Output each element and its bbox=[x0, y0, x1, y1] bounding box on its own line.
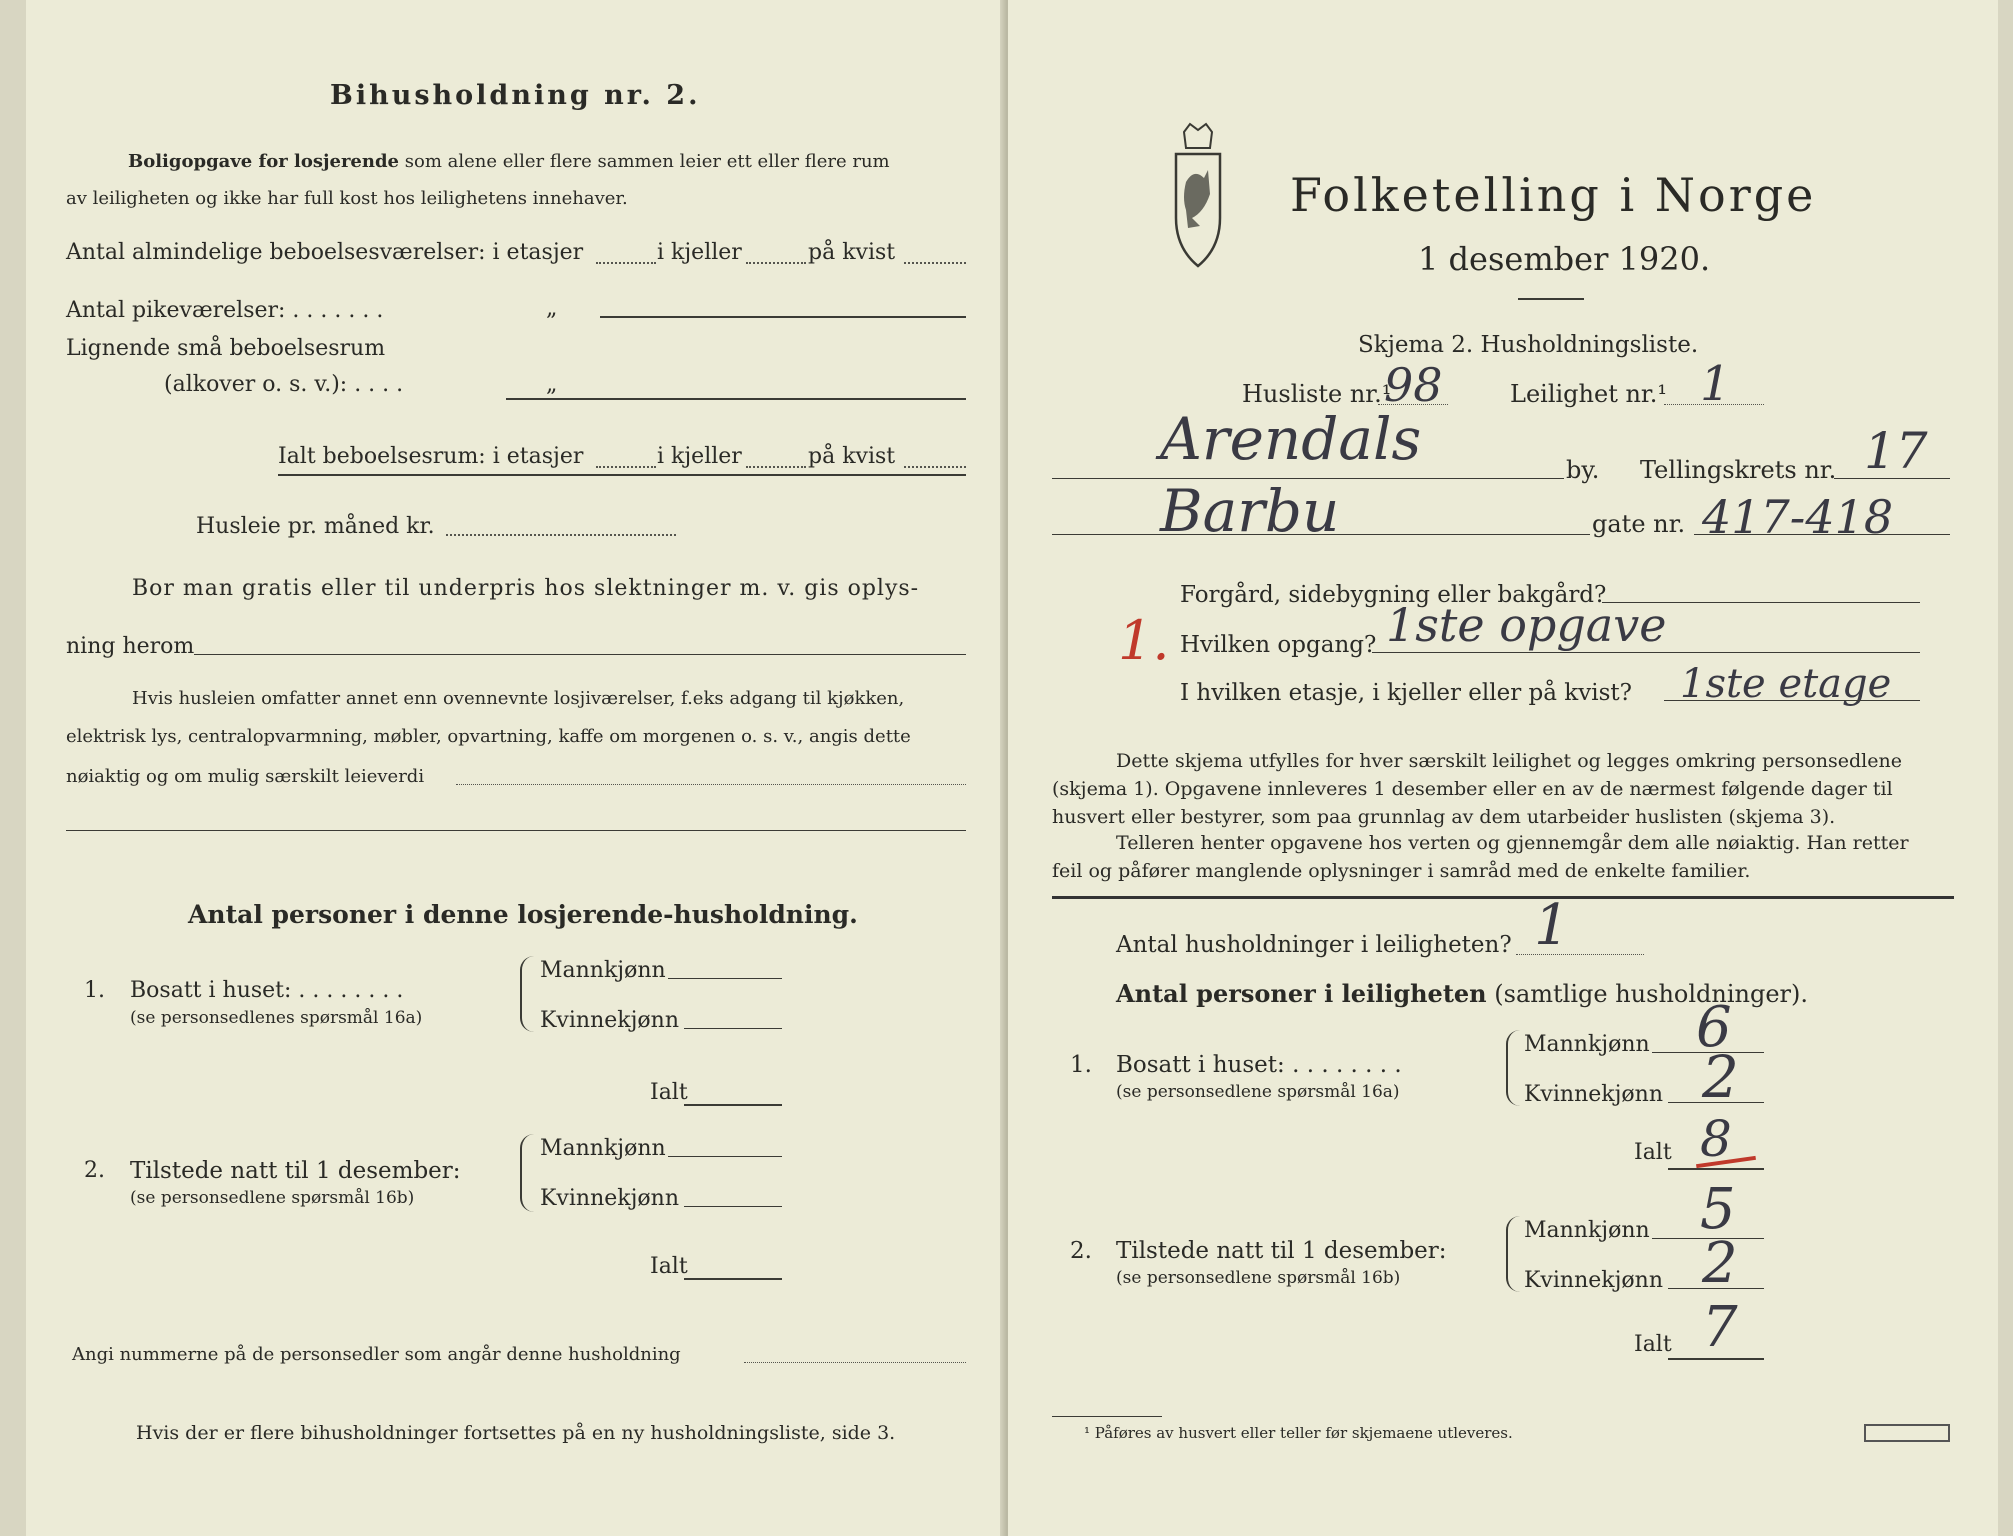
left-q2-mann-field[interactable] bbox=[668, 1156, 782, 1157]
husleie-field[interactable] bbox=[446, 534, 676, 536]
gate-field[interactable] bbox=[1052, 534, 1590, 535]
left-q1-kvinne-field[interactable] bbox=[684, 1028, 782, 1029]
right-q1-kvinne-field[interactable] bbox=[1668, 1102, 1764, 1103]
krets-field[interactable] bbox=[1834, 478, 1950, 479]
ialt-rooms-label: Ialt beboelsesrum: i etasjer bbox=[278, 444, 584, 469]
husliste-label: Husliste nr.¹ bbox=[1242, 380, 1392, 408]
etasje-value: 1ste etage bbox=[1680, 661, 1892, 707]
left-q2-kvinne-label: Kvinnekjønn bbox=[540, 1186, 679, 1211]
right-persons-title-bold: Antal personer i leiligheten bbox=[1116, 979, 1487, 1008]
info-line-2: (skjema 1). Opgavene innleveres 1 desember eller en av de nærmest følgende dager til bbox=[1052, 778, 1893, 800]
info-line-1: Dette skjema utfylles for hver særskilt leilighet og legges omkring personsedlene bbox=[1116, 750, 1902, 772]
right-q1-brace bbox=[1506, 1030, 1522, 1106]
rooms-kvist-field[interactable] bbox=[904, 262, 966, 264]
right-q2-mann-label: Mannkjønn bbox=[1524, 1218, 1650, 1243]
folketelling-title: Folketelling i Norge bbox=[1290, 168, 1817, 222]
bor-line-1: Bor man gratis eller til underpris hos slektninger m. v. gis oplys- bbox=[132, 576, 920, 601]
left-q2-label: Tilstede natt til 1 desember: bbox=[130, 1158, 461, 1184]
hvis-line-3: nøiaktig og om mulig særskilt leieverdi bbox=[66, 766, 425, 787]
gate-value: Barbu bbox=[1160, 477, 1340, 545]
bihusholdning-title: Bihusholdning nr. 2. bbox=[330, 80, 701, 111]
left-q1-num: 1. bbox=[84, 978, 105, 1003]
angi-label: Angi nummerne på de personsedler som angår denne husholdning bbox=[72, 1344, 681, 1365]
info-line-4: Telleren henter opgavene hos verten og gjennemgår dem alle nøiaktig. Han retter bbox=[1116, 832, 1909, 854]
info-line-5: feil og påfører manglende oplysninger i samråd med de enkelte familier. bbox=[1052, 860, 1751, 882]
left-q1-mann-label: Mannkjønn bbox=[540, 958, 666, 983]
right-q1-sub: (se personsedlene spørsmål 16a) bbox=[1116, 1082, 1400, 1102]
gate-nr-value: 417-418 bbox=[1702, 490, 1894, 544]
left-footer: Hvis der er flere bihusholdninger fortsettes på en ny husholdningsliste, side 3. bbox=[136, 1422, 896, 1444]
skjema-label: Skjema 2. Husholdningsliste. bbox=[1358, 332, 1699, 358]
left-q2-mann-label: Mannkjønn bbox=[540, 1136, 666, 1161]
intro-line-2: av leiligheten og ikke har full kost hos leilighetens innehaver. bbox=[66, 188, 628, 209]
rooms-etasjer-field[interactable] bbox=[596, 262, 656, 264]
right-q1-num: 1. bbox=[1070, 1052, 1092, 1078]
coat-of-arms-icon bbox=[1170, 122, 1226, 270]
rooms-kjeller-field[interactable] bbox=[746, 262, 806, 264]
left-q1-mann-field[interactable] bbox=[668, 978, 782, 979]
lign-label-2: (alkover o. s. v.): . . . . bbox=[164, 372, 404, 397]
right-q2-ialt-value: 7 bbox=[1702, 1295, 1738, 1360]
lign-ditto: „ bbox=[546, 372, 558, 397]
right-q2-kvinne-label: Kvinnekjønn bbox=[1524, 1268, 1663, 1293]
info-rule bbox=[1052, 896, 1954, 899]
right-q1-ialt-value: 8 bbox=[1700, 1110, 1732, 1168]
opgang-label: Hvilken opgang? bbox=[1180, 632, 1377, 658]
krets-value: 17 bbox=[1864, 422, 1928, 480]
right-q2-num: 2. bbox=[1070, 1238, 1092, 1264]
bor-line-2: ning herom bbox=[66, 634, 195, 659]
left-q2-kvinne-field[interactable] bbox=[684, 1206, 782, 1207]
etasje-label: I hvilken etasje, i kjeller eller på kvist? bbox=[1180, 680, 1632, 706]
ialt-kjeller-label: i kjeller bbox=[657, 444, 742, 469]
angi-field[interactable] bbox=[744, 1362, 966, 1363]
ialt-kvist-field[interactable] bbox=[904, 466, 966, 468]
right-q1-ialt-field[interactable] bbox=[1668, 1168, 1764, 1170]
leilighet-label: Leilighet nr.¹ bbox=[1510, 380, 1668, 408]
left-q1-kvinne-label: Kvinnekjønn bbox=[540, 1008, 679, 1033]
right-q2-label: Tilstede natt til 1 desember: bbox=[1116, 1238, 1447, 1264]
margin-mark: 1. bbox=[1118, 609, 1170, 672]
left-q2-num: 2. bbox=[84, 1158, 105, 1183]
husleie-label: Husleie pr. måned kr. bbox=[196, 514, 435, 539]
ialt-etasjer-field[interactable] bbox=[596, 466, 656, 468]
right-q1-ialt-label: Ialt bbox=[1634, 1140, 1672, 1165]
opgang-value: 1ste opgave bbox=[1386, 598, 1667, 652]
by-label: by. bbox=[1566, 456, 1600, 484]
rooms-kjeller-label: i kjeller bbox=[657, 240, 742, 265]
right-q2-sub: (se personsedlene spørsmål 16b) bbox=[1116, 1268, 1401, 1288]
rooms-label: Antal almindelige beboelsesværelser: i etasjer bbox=[66, 240, 584, 265]
rooms-kvist-label: på kvist bbox=[808, 240, 896, 265]
census-date: 1 desember 1920. bbox=[1418, 240, 1711, 278]
right-q2-kvinne-value: 2 bbox=[1702, 1231, 1738, 1296]
hvis-line-1: Hvis husleien omfatter annet enn ovennevnte losjiværelser, f.eks adgang til kjøkken, bbox=[132, 688, 905, 709]
left-q2-brace bbox=[520, 1134, 536, 1212]
leilighet-field[interactable] bbox=[1664, 404, 1764, 405]
footnote-rule bbox=[1052, 1416, 1162, 1417]
right-q1-kvinne-label: Kvinnekjønn bbox=[1524, 1082, 1663, 1107]
krets-label: Tellingskrets nr. bbox=[1640, 456, 1837, 484]
hvis-line-2: elektrisk lys, centralopvarmning, møbler, opvartning, kaffe om morgenen o. s. v., angis dette bbox=[66, 726, 911, 747]
right-q2-brace bbox=[1506, 1216, 1522, 1292]
ialt-kjeller-field[interactable] bbox=[746, 466, 806, 468]
intro-line-1 bbox=[128, 153, 890, 171]
hush-value: 1 bbox=[1534, 893, 1570, 958]
bor-field[interactable] bbox=[194, 654, 966, 655]
husliste-value: 98 bbox=[1384, 358, 1443, 412]
footnote: ¹ Påføres av husvert eller teller før skjemaene utleveres. bbox=[1084, 1424, 1513, 1442]
left-q1-brace bbox=[520, 956, 536, 1032]
intro-rest: som alene eller flere sammen leier ett eller flere rum bbox=[404, 151, 890, 172]
right-q2-ialt-label: Ialt bbox=[1634, 1332, 1672, 1357]
leieverdi-field-2[interactable] bbox=[66, 830, 966, 831]
left-q1-ialt-field[interactable] bbox=[684, 1104, 782, 1106]
forgaard-label: Forgård, sidebygning eller bakgård? bbox=[1180, 582, 1607, 608]
title-rule bbox=[1518, 298, 1584, 300]
left-persons-title: Antal personer i denne losjerende-husholdning. bbox=[188, 900, 858, 929]
ialt-kvist-label: på kvist bbox=[808, 444, 896, 469]
right-q2-mann-value: 5 bbox=[1700, 1177, 1736, 1242]
pike-label: Antal pikeværelser: . . . . . . . bbox=[66, 298, 384, 323]
opgang-field[interactable] bbox=[1372, 652, 1920, 653]
left-q1-sub: (se personsedlenes spørsmål 16a) bbox=[130, 1008, 423, 1028]
ialt-rule bbox=[278, 474, 966, 476]
right-persons-title-rest: (samtlige husholdninger). bbox=[1494, 980, 1809, 1008]
left-q2-ialt-field[interactable] bbox=[684, 1278, 782, 1280]
info-line-3: husvert eller bestyrer, som paa grunnlag av dem utarbeider huslisten (skjema 3). bbox=[1052, 806, 1836, 828]
left-q1-label: Bosatt i huset: . . . . . . . . bbox=[130, 978, 404, 1003]
pike-field[interactable] bbox=[600, 316, 966, 318]
gate-nr-field[interactable] bbox=[1694, 534, 1950, 535]
left-q1-ialt-label: Ialt bbox=[650, 1080, 688, 1105]
gate-label: gate nr. bbox=[1592, 510, 1686, 538]
intro-bold: Boligopgave for losjerende bbox=[128, 151, 400, 172]
lign-field[interactable] bbox=[506, 398, 966, 400]
right-q1-kvinne-value: 2 bbox=[1702, 1043, 1739, 1111]
right-q2-kvinne-field[interactable] bbox=[1668, 1288, 1764, 1289]
hush-label: Antal husholdninger i leiligheten? bbox=[1116, 932, 1512, 958]
hush-field[interactable] bbox=[1516, 954, 1644, 955]
etasje-field[interactable] bbox=[1664, 700, 1920, 701]
lign-label-1: Lignende små beboelsesrum bbox=[66, 336, 386, 361]
by-value: Arendals bbox=[1160, 405, 1422, 473]
left-q2-sub: (se personsedlene spørsmål 16b) bbox=[130, 1188, 415, 1208]
right-q1-mann-label: Mannkjønn bbox=[1524, 1032, 1650, 1057]
pike-ditto: „ bbox=[546, 296, 558, 321]
right-q2-ialt-field[interactable] bbox=[1668, 1358, 1764, 1360]
left-q2-ialt-label: Ialt bbox=[650, 1254, 688, 1279]
right-q1-mann-value: 6 bbox=[1696, 995, 1732, 1060]
printer-stamp bbox=[1864, 1424, 1950, 1442]
leieverdi-field[interactable] bbox=[456, 784, 966, 785]
right-q1-label: Bosatt i huset: . . . . . . . . bbox=[1116, 1052, 1402, 1078]
leilighet-value: 1 bbox=[1700, 356, 1731, 412]
